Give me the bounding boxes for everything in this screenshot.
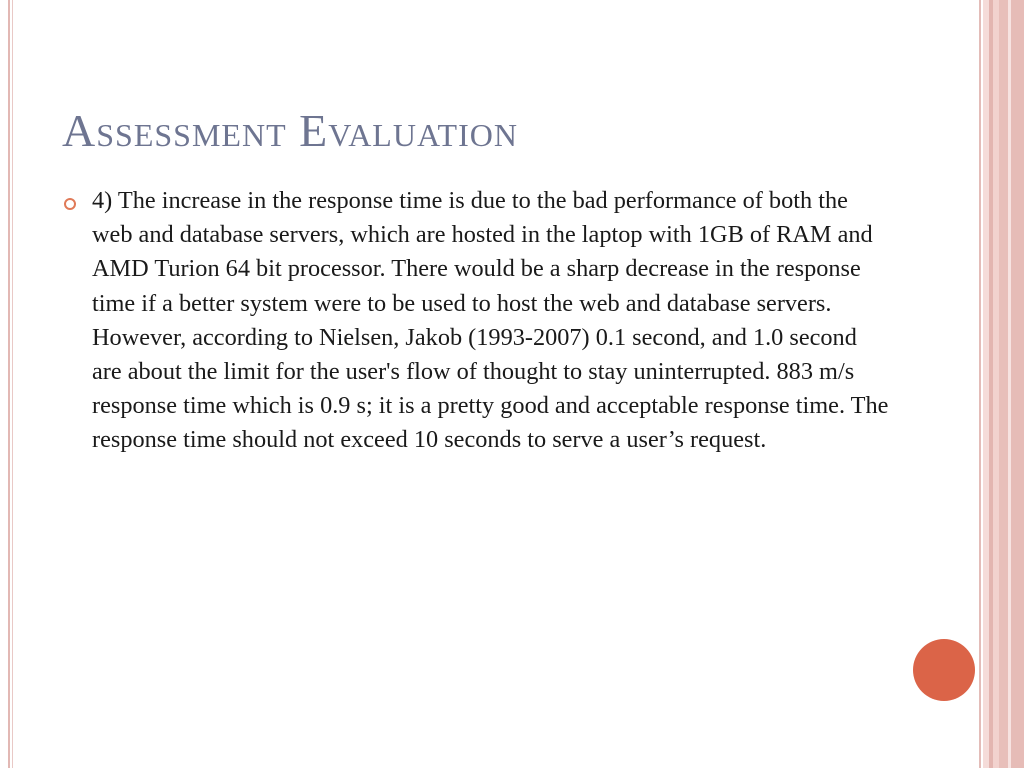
left-border-line	[8, 0, 10, 768]
left-border-line-inner	[12, 0, 13, 768]
right-border-stripe	[999, 0, 1008, 768]
slide-title: Assessment Evaluation	[62, 105, 518, 156]
bullet-text: 4) The increase in the response time is due to the bad performance of both the web and database servers, which are hosted in the laptop with 1GB of RAM and AMD Turion 64 bit processor. There would be a sharp decrease in the response time if a better system were to be used to host the web and database servers. However, according to Nielsen, Jakob (1993-2007) 0.1 second, and 1.0 second are about the limit for the user's flow of thought to stay uninterrupted. 883 m/s response time which is 0.9 s; it is a pretty good and acceptable response time. The response time should not exceed 10 seconds to serve a user’s request.	[92, 187, 889, 454]
right-border-stripe	[1011, 0, 1024, 768]
hollow-circle-bullet-icon	[64, 198, 76, 210]
bullet-item	[62, 184, 892, 458]
decorative-circle	[913, 639, 975, 701]
right-border-stripe	[979, 0, 981, 768]
